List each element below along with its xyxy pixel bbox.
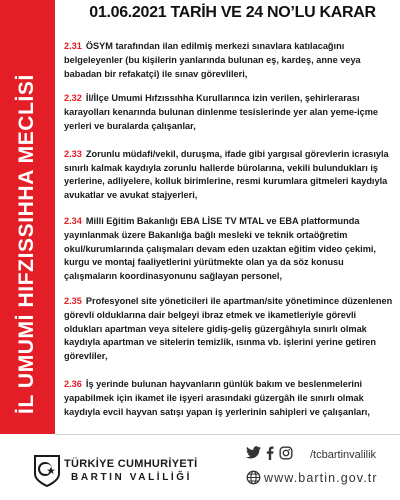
article-text: İş yerinde bulunan hayvanların günlük bakım ve beslenmelerini yapabilmek için ikamet ile işyeri arasındaki güzergâh ile sınırlı olmak kaydıyla evcil hayvan satışı yapan iş yerlerinin sahipleri ve çalışanları, — [64, 378, 370, 417]
article-item — [64, 215, 396, 284]
org-name: TÜRKİYE CUMHURİYETİ — [64, 458, 198, 470]
governorship-logo-icon — [34, 455, 60, 487]
org-subname: BARTIN VALİLİĞİ — [71, 472, 193, 483]
article-text: İl/İlçe Umumi Hıfzıssıhha Kurullarınca izin verilen, şehirlerarası karayolları kenarında bulunan dinlenme tesislerinde yer alan yeme-içme yerleri ve buralarda çalışanlar, — [64, 93, 379, 131]
instagram-icon[interactable] — [279, 446, 293, 465]
sidebar-banner — [0, 0, 55, 434]
document-title: 01.06.2021 TARİH VE 24 NO’LU KARAR — [89, 4, 376, 21]
article-item — [64, 148, 396, 203]
article-text: Milli Eğitim Bakanlığı EBA LİSE TV MTAL ve EBA platformunda yayınlanmak üzere Bakanlığa bağlı mesleki ve teknik ortaöğretim okul/kurumlarında çalışmaları devam eden uzaktan eğitim video çekimi, kurgu ve montaj faaliyetlerini yürütmekte olan ya da söz konusu çalışmaların koordinasyonunu sağlayan personel, — [64, 215, 376, 282]
article-number: 2.31 — [64, 41, 82, 51]
social-icons — [246, 447, 293, 463]
article-number: 2.35 — [64, 295, 82, 306]
article-text: ÖSYM tarafından ilan edilmiş merkezi sınavlara katılacağını belgeleyenler (bu kişilerin yanlarında bulunan eş, kardeş, anne veya babadan bir refakatçi) ile sınav görevlileri, — [64, 41, 361, 79]
footer-divider — [55, 434, 400, 435]
globe-icon — [246, 470, 261, 490]
website-link[interactable]: www.bartin.gov.tr — [264, 471, 378, 485]
article-number: 2.32 — [64, 93, 82, 104]
article-number: 2.33 — [64, 148, 82, 159]
article-list — [64, 40, 396, 419]
twitter-icon[interactable] — [246, 446, 261, 464]
article-item — [64, 40, 396, 81]
sidebar-title: İL UMUMİ HIFZISSIHHA MECLİSİ — [15, 74, 38, 414]
facebook-icon[interactable] — [266, 446, 274, 465]
article-item — [64, 92, 396, 133]
article-text: Profesyonel site yöneticileri ile apartman/site yönetimince düzenlenen görevli olduklarına dair belgeyi ibraz etmek ve ikametleriyle görevli oldukları apartman veya sitelere gidiş-geliş güzergâhıyla sınırlı olmak kaydıyla apartman ve sitelerin temizlik, ısınma vb. işlerini yerine getiren görevliler, — [64, 295, 393, 362]
article-number: 2.34 — [64, 215, 82, 226]
article-number: 2.36 — [64, 378, 82, 389]
article-item — [64, 378, 396, 419]
social-handle[interactable]: /tcbartinvalilik — [310, 449, 377, 461]
article-item — [64, 295, 396, 364]
article-text: Zorunlu müdafi/vekil, duruşma, ifade gibi yargısal görevlerin icrasıyla sınırlı kalmak kaydıyla zorunlu hallerde bürolarına, vekili bulundukları iş yerlerine, adliyelere, kolluk birimlerine, resmi kurumlara gitmeleri kaydıyla avukatlar ve avukat stajyerleri, — [64, 148, 389, 201]
